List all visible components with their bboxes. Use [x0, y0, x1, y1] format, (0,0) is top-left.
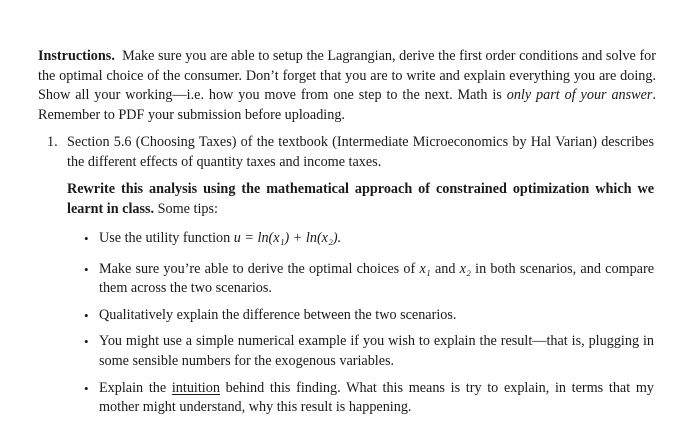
tip-1-text: Use the utility function — [99, 230, 234, 246]
question-body — [67, 133, 654, 219]
tips-list — [82, 229, 654, 426]
question-task-tail: Some tips: — [154, 200, 218, 217]
tip-2-text: Make sure you’re able to derive the optimal choices of — [99, 260, 420, 277]
bullet-icon: • — [84, 380, 89, 396]
instructions-text: Make sure you are able to setup the Lagrangian, derive the first order conditions and solve for the optimal choice of the consumer. Don’t forget that you are to write and explain everything you are doing. Show all your working—i.e. how you move from one step to the next. Math is — [38, 48, 656, 104]
tip-optimal-choices — [82, 260, 654, 299]
tip-qualitative — [82, 306, 654, 326]
tip-3-text: Qualitatively explain the difference between the two scenarios. — [99, 306, 457, 323]
tip-utility-function — [82, 229, 654, 249]
question-intro: Section 5.6 (Choosing Taxes) of the textbook (Intermediate Microeconomics by Hal Varian) describes the different effects of quantity taxes and income taxes. — [67, 134, 654, 170]
bullet-icon: • — [84, 307, 89, 323]
tip-2-suffix: in both scenarios, and compare them across the two scenarios. — [99, 260, 654, 297]
instructions-paragraph — [38, 47, 656, 125]
instructions-text-end: . Remember to PDF your submission before uploading. — [38, 87, 656, 123]
instructions-label: Instructions. — [38, 48, 115, 64]
question-task — [67, 180, 654, 219]
bullet-icon: • — [84, 231, 89, 246]
tip-intuition — [82, 379, 654, 418]
tip-5-suffix: behind this finding. What this means is try to explain, in terms that my mother might understand, why this result is happening. — [99, 379, 654, 416]
bullet-icon: • — [84, 261, 89, 277]
variable-x2: x₂ — [459, 260, 471, 277]
tip-5-text: Explain the — [99, 379, 172, 396]
tip-5-underlined: intuition — [171, 379, 220, 396]
tip-numerical-example — [82, 332, 654, 371]
bullet-icon: • — [84, 334, 89, 350]
utility-formula: u = ln(x₁) + ln(x₂). — [233, 230, 342, 246]
instructions-emphasis: only part of your answer — [506, 87, 653, 104]
tip-2-and: and — [430, 260, 460, 277]
tip-4-text: You might use a simple numerical example if you wish to explain the result—that is, plugging in some sensible numbers for the exogenous variables. — [99, 333, 654, 369]
question-task-bold: Rewrite this analysis using the mathematical approach of constrained optimization which we learnt in class. — [67, 181, 654, 217]
variable-x1: x₁ — [419, 260, 431, 277]
question-number: 1. — [47, 134, 58, 150]
